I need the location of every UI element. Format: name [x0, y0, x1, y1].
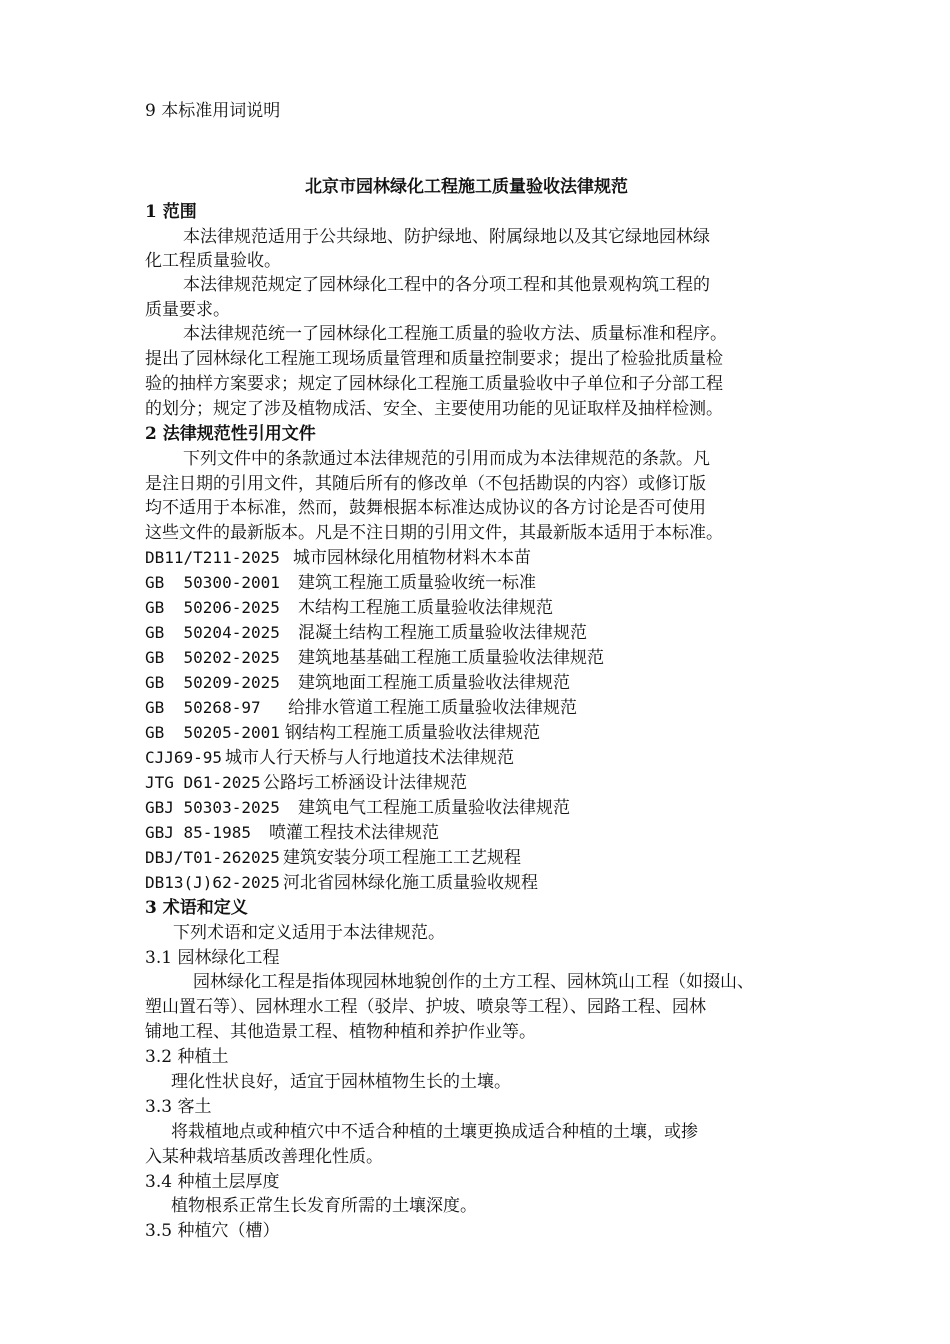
- sec2-line: 下列文件中的条款通过本法律规范的引用而成为本法律规范的条款。凡: [183, 449, 710, 469]
- reference-item: [145, 671, 570, 695]
- reference-code: GBJ 85-1985: [145, 823, 261, 842]
- term-line: 入某种栽培基质改善理化性质。: [145, 1147, 383, 1167]
- term-line: 植物根系正常生长发育所需的土壤深度。: [171, 1196, 477, 1216]
- sec1-line: 提出了园林绿化工程施工现场质量管理和质量控制要求；提出了检验批质量检: [145, 349, 723, 369]
- reference-name: 公路圬工桥涵设计法律规范: [263, 773, 467, 793]
- doc-title: 北京市园林绿化工程施工质量验收法律规范: [305, 177, 628, 197]
- term-line: 塑山置石等）、园林理水工程（驳岸、护坡、喷泉等工程）、园路工程、园林: [145, 997, 706, 1017]
- reference-name: 建筑安装分项工程施工工艺规程: [283, 848, 521, 868]
- reference-code: GB 50209-2025: [145, 673, 290, 692]
- reference-name: 木结构工程施工质量验收法律规范: [298, 598, 553, 618]
- sec1-line: 化工程质量验收。: [145, 251, 281, 271]
- sec1-line: 验的抽样方案要求；规定了园林绿化工程施工质量验收中子单位和子分部工程: [145, 374, 723, 394]
- sec2-line: 是注日期的引用文件，其随后所有的修改单（不包括勘误的内容）或修订版: [145, 474, 706, 494]
- reference-code: GB 50205-2001: [145, 723, 280, 742]
- reference-code: GB 50300-2001: [145, 573, 290, 592]
- reference-name: 建筑工程施工质量验收统一标准: [298, 573, 536, 593]
- reference-code: CJJ69-95: [145, 748, 223, 767]
- reference-code: GBJ 50303-2025: [145, 798, 290, 817]
- sec2-line: 这些文件的最新版本。凡是不注日期的引用文件，其最新版本适用于本标准。: [145, 523, 723, 543]
- reference-code: GB 50204-2025: [145, 623, 290, 642]
- reference-name: 城市园林绿化用植物材料木本苗: [293, 548, 531, 568]
- sec1-line: 本法律规范规定了园林绿化工程中的各分项工程和其他景观构筑工程的: [183, 275, 710, 295]
- reference-name: 建筑地基基础工程施工质量验收法律规范: [298, 648, 604, 668]
- term-label: 3.5 种植穴（槽）: [145, 1221, 280, 1241]
- sec2-heading: 2 法律规范性引用文件: [145, 424, 316, 444]
- sec1-heading: 1 范围: [145, 202, 197, 222]
- reference-name: 建筑地面工程施工质量验收法律规范: [298, 673, 570, 693]
- sec1-line: 本法律规范适用于公共绿地、防护绿地、附属绿地以及其它绿地园林绿: [183, 227, 710, 247]
- reference-name: 城市人行天桥与人行地道技术法律规范: [225, 748, 514, 768]
- reference-name: 喷灌工程技术法律规范: [269, 823, 439, 843]
- term-line: 铺地工程、其他造景工程、植物种植和养护作业等。: [145, 1022, 536, 1042]
- reference-name: 河北省园林绿化施工质量验收规程: [283, 873, 538, 893]
- reference-item: [145, 771, 467, 795]
- term-line: 园林绿化工程是指体现园林地貌创作的土方工程、园林筑山工程（如掇山、: [193, 972, 754, 992]
- sec3-heading: 3 术语和定义: [145, 898, 248, 918]
- reference-item: [145, 846, 521, 870]
- sec2-line: 均不适用于本标准，然而，鼓舞根据本标准达成协议的各方讨论是否可使用: [145, 498, 706, 518]
- reference-item: [145, 596, 553, 620]
- term-label: 3.2 种植土: [145, 1047, 229, 1067]
- sec1-line: 的划分；规定了涉及植物成活、安全、主要使用功能的见证取样及抽样检测。: [145, 399, 723, 419]
- reference-item: [145, 646, 604, 670]
- reference-code: GB 50202-2025: [145, 648, 290, 667]
- reference-item: [145, 546, 531, 570]
- sec1-line: 本法律规范统一了园林绿化工程施工质量的验收方法、质量标准和程序。: [183, 324, 727, 344]
- term-label: 3.3 客土: [145, 1097, 212, 1117]
- term-label: 3.1 园林绿化工程: [145, 948, 280, 968]
- term-line: 将栽植地点或种植穴中不适合种植的土壤更换成适合种植的土壤，或掺: [171, 1122, 698, 1142]
- reference-item: [145, 571, 536, 595]
- reference-code: DB13(J)62-2025: [145, 873, 280, 892]
- reference-code: GB 50268-97: [145, 698, 290, 717]
- reference-code: GB 50206-2025: [145, 598, 290, 617]
- reference-name: 给排水管道工程施工质量验收法律规范: [288, 698, 577, 718]
- reference-item: [145, 871, 538, 895]
- reference-item: [145, 746, 514, 770]
- term-line: 理化性状良好，适宜于园林植物生长的土壤。: [171, 1072, 511, 1092]
- reference-item: [145, 696, 577, 720]
- term-label: 3.4 种植土层厚度: [145, 1172, 280, 1192]
- reference-code: DB11/T211-2025: [145, 548, 280, 567]
- reference-item: [145, 621, 587, 645]
- prev-item: 9 本标准用词说明: [145, 101, 281, 121]
- reference-code: DBJ/T01-262025: [145, 848, 280, 867]
- reference-name: 混凝土结构工程施工质量验收法律规范: [298, 623, 587, 643]
- reference-item: [145, 796, 570, 820]
- sec3-intro: 下列术语和定义适用于本法律规范。: [173, 923, 445, 943]
- reference-code: JTG D61-2025: [145, 773, 261, 792]
- reference-name: 建筑电气工程施工质量验收法律规范: [298, 798, 570, 818]
- reference-name: 钢结构工程施工质量验收法律规范: [285, 723, 540, 743]
- sec1-line: 质量要求。: [145, 300, 230, 320]
- reference-item: [145, 721, 540, 745]
- reference-item: [145, 821, 439, 845]
